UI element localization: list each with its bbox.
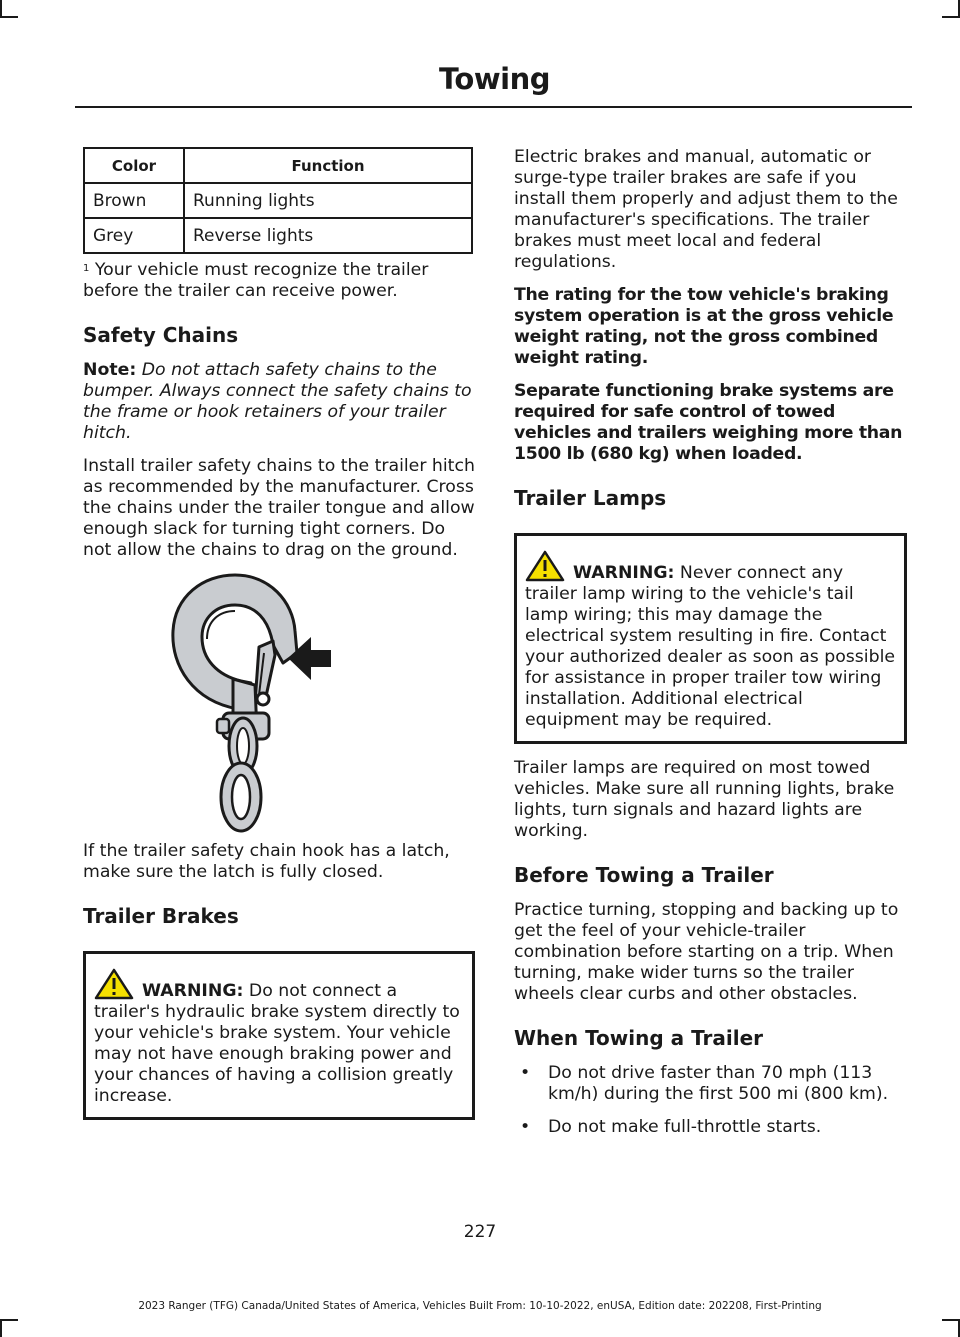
- page-title: Towing: [439, 62, 550, 96]
- warning-triangle-icon: [94, 968, 138, 1000]
- trailer-lamps-heading: Trailer Lamps: [514, 486, 667, 510]
- list-item: • Do not make full-throttle starts.: [514, 1117, 907, 1138]
- safety-chains-note: [83, 360, 475, 444]
- table-header-function: Function: [184, 148, 472, 183]
- braking-rating-paragraph: The rating for the tow vehicle's braking system operation is at the gross vehicle weight rating, not the gross combined weight rating.: [514, 285, 894, 368]
- when-towing-list: [514, 1063, 907, 1138]
- right-column: [514, 147, 907, 1138]
- before-towing-heading: Before Towing a Trailer: [514, 863, 774, 887]
- when-towing-heading: When Towing a Trailer: [514, 1026, 764, 1050]
- page-number: 227: [463, 1222, 497, 1242]
- safety-chains-heading: Safety Chains: [83, 323, 239, 347]
- trailer-brakes-heading: Trailer Brakes: [83, 904, 239, 928]
- warning-label: WARNING:: [142, 981, 244, 1001]
- crop-mark-bottom-right-h: [942, 1319, 960, 1321]
- wiring-color-table: [83, 147, 473, 254]
- crop-mark-top-right-h: [942, 16, 960, 18]
- crop-mark-top-left-h: [0, 16, 18, 18]
- table-row: [84, 218, 472, 253]
- footnote-text: Your vehicle must recognize the trailer before the trailer can receive power.: [83, 260, 429, 301]
- table-cell-color: Brown: [84, 183, 184, 218]
- table-header-color: Color: [84, 148, 184, 183]
- latch-paragraph: If the trailer safety chain hook has a latch, make sure the latch is fully closed.: [83, 841, 450, 882]
- trailer-brakes-warning: [83, 951, 475, 1120]
- note-text: Do not attach safety chains to the bumper. Always connect the safety chains to the frame or hook retainers of your trailer hitch.: [83, 360, 472, 443]
- list-item: • Do not drive faster than 70 mph (113 km/h) during the first 500 mi (800 km).: [514, 1063, 907, 1105]
- crop-mark-bottom-left-h: [0, 1319, 18, 1321]
- table-cell-function: Running lights: [184, 183, 472, 218]
- table-row: [84, 183, 472, 218]
- separate-brakes-paragraph: Separate functioning brake systems are required for safe control of towed vehicles and trailers weighing more than 1500 lb (680 kg) when loaded.: [514, 381, 903, 464]
- warning-text: Do not connect a trailer's hydraulic brake system directly to your vehicle's brake system. Your vehicle may not have enough braking power and your chances of having a collision greatly increase.: [94, 981, 460, 1106]
- trailer-lamps-paragraph: Trailer lamps are required on most towed vehicles. Make sure all running lights, brake lights, turn signals and hazard lights are working.: [514, 758, 895, 841]
- safety-chains-paragraph: Install trailer safety chains to the trailer hitch as recommended by the manufacturer. Cross the chains under the trailer tongue and allow enough slack for turning tight corners. Do not allow the chains to drag on the ground.: [83, 456, 475, 560]
- table-footnote: [83, 260, 475, 302]
- safety-chain-hook-icon: [83, 561, 475, 841]
- warning-triangle-icon: [525, 550, 569, 582]
- footnote-mark: 1: [83, 263, 90, 274]
- safety-chain-hook-figure: [83, 561, 475, 841]
- crop-mark-bottom-left: [0, 1319, 2, 1337]
- trailer-lamps-warning: [514, 533, 907, 744]
- warning-label: WARNING:: [573, 563, 675, 583]
- table-cell-function: Reverse lights: [184, 218, 472, 253]
- warning-text: Never connect any trailer lamp wiring to the vehicle's tail lamp wiring; this may damage the electrical system resulting in fire. Contact your authorized dealer as soon as possible for assistance in proper trailer tow wiring installation. Additional electrical equipment may be required.: [525, 563, 896, 730]
- left-column: [83, 147, 475, 1120]
- page-header: [0, 62, 550, 96]
- electric-brakes-paragraph: Electric brakes and manual, automatic or surge-type trailer brakes are safe if you install them properly and adjust them to the manufacturer's specifications. The trailer brakes must meet local and federal regulations.: [514, 147, 898, 272]
- table-header-row: [84, 148, 472, 183]
- edition-footer: 2023 Ranger (TFG) Canada/United States of America, Vehicles Built From: 10-10-2022, enUSA, Edition date: 202208, First-Printing: [138, 1300, 822, 1312]
- note-label: Note:: [83, 360, 137, 380]
- table-cell-color: Grey: [84, 218, 184, 253]
- header-rule: [75, 106, 912, 108]
- before-towing-paragraph: Practice turning, stopping and backing up to get the feel of your vehicle-trailer combination before starting on a trip. When turning, make wider turns so the trailer wheels clear curbs and other obstacles.: [514, 900, 899, 1004]
